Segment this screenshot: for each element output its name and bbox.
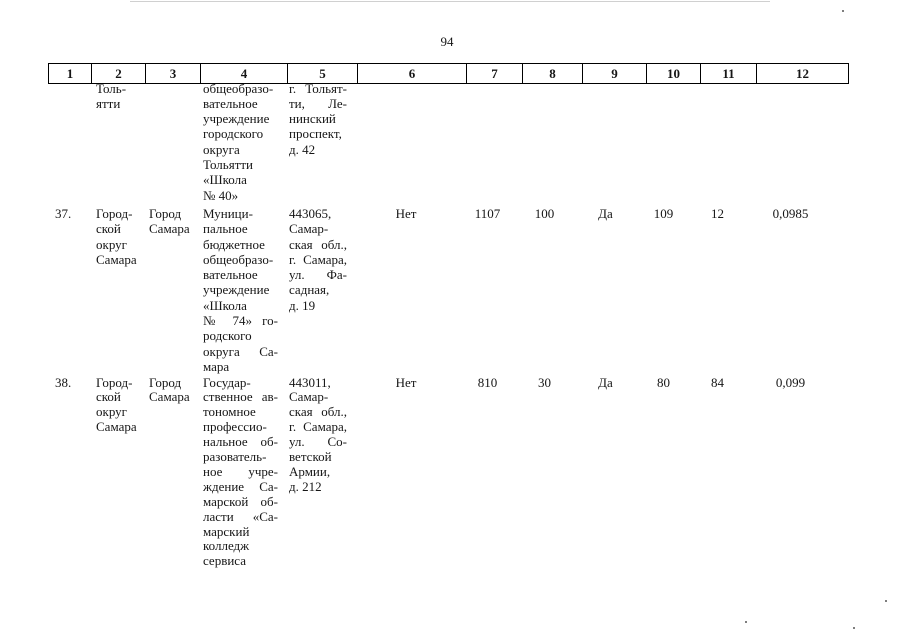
cell-line: округа Са- (203, 343, 278, 359)
cell-line: проспект, (289, 126, 342, 142)
table-cell-col-1 (55, 206, 89, 221)
table-cell-col-2 (96, 81, 142, 112)
table-cell-col-6 (352, 206, 460, 221)
table-cell-col-4 (203, 81, 278, 203)
column-header-10: 10 (647, 64, 701, 84)
table-cell-col-10 (637, 206, 690, 221)
cell-line: 80 (657, 374, 670, 390)
scan-speck (745, 621, 747, 623)
cell-line: 100 (534, 206, 555, 221)
cell-line: д. 42 (289, 141, 316, 157)
cell-line: ти, Ле- (289, 95, 347, 111)
cell-line: общеобразо- (203, 251, 274, 267)
cell-line: № 74» го- (203, 313, 278, 329)
cell-line: родского (203, 328, 252, 344)
cell-line: ное учре- (203, 463, 278, 479)
cell-line: 0,099 (775, 374, 806, 390)
cell-line: мара (203, 358, 230, 374)
cell-line: общеобразо- (203, 80, 274, 96)
cell-line: 109 (653, 206, 674, 221)
table-cell-col-5 (289, 206, 347, 313)
scan-speck (842, 10, 844, 12)
table-cell-col-8 (515, 376, 574, 391)
cell-line: колледж (203, 538, 250, 554)
cell-line: вательное (203, 95, 258, 111)
column-header-11: 11 (701, 64, 757, 84)
table-cell-col-5 (289, 376, 347, 495)
cell-line: марский (203, 523, 250, 539)
cell-line: Самара (96, 419, 137, 435)
cell-line: ской (96, 389, 121, 405)
column-header-2: 2 (92, 64, 146, 84)
cell-line: 443011, (289, 374, 331, 390)
cell-line: Нет (395, 206, 417, 221)
table-cell-col-9 (574, 206, 637, 221)
cell-line: «Школа (203, 172, 247, 188)
cell-line: Армии, (289, 463, 331, 479)
cell-line: разователь- (203, 449, 267, 465)
cell-line: ственное ав- (203, 389, 278, 405)
cell-line: бюджетное (203, 236, 265, 252)
column-header-1: 1 (49, 64, 92, 84)
cell-line: 443065, (289, 206, 332, 221)
cell-line: 12 (711, 206, 724, 221)
table-cell-col-12 (745, 206, 836, 221)
table-cell-col-10 (637, 376, 690, 391)
cell-line: Самара (96, 251, 137, 267)
column-header-3: 3 (146, 64, 201, 84)
header-row (49, 64, 849, 84)
cell-line: 0,0985 (772, 206, 809, 221)
cell-line: округ (96, 236, 127, 252)
cell-line: садная, (289, 282, 330, 298)
cell-line: нинский (289, 111, 336, 127)
cell-line: д. 212 (289, 478, 322, 494)
cell-line: марской об- (203, 493, 278, 509)
cell-line: тономное (203, 404, 256, 420)
cell-line: Самар- (289, 389, 329, 405)
cell-line: городского (203, 126, 264, 142)
cell-line: № 40» (203, 187, 239, 203)
cell-line: Муници- (203, 206, 253, 221)
cell-line: ятти (96, 95, 121, 111)
table-cell-col-5 (289, 81, 347, 157)
cell-line: 30 (538, 374, 551, 390)
cell-line: ская обл., (289, 236, 347, 252)
cell-line: Город- (96, 206, 133, 221)
cell-line: 84 (711, 374, 724, 390)
cell-line: ветской (289, 449, 332, 465)
cell-line: Город (149, 374, 182, 390)
cell-line: г. Самара, (289, 251, 347, 267)
scan-edge-artifact (130, 1, 770, 2)
table-cell-col-6 (352, 376, 460, 391)
cell-line: Самара (149, 389, 190, 405)
cell-line: пальное (203, 221, 248, 237)
cell-line: ул. Фа- (289, 267, 347, 283)
cell-line: г. Самара, (289, 419, 347, 435)
table-cell-col-9 (574, 376, 637, 391)
cell-line: ул. Со- (289, 434, 347, 450)
scan-speck (885, 600, 887, 602)
column-header-6: 6 (358, 64, 467, 84)
cell-line: Государ- (203, 374, 251, 390)
cell-line: 37. (55, 206, 72, 221)
cell-line: ласти «Са- (203, 508, 278, 524)
cell-line: вательное (203, 267, 258, 283)
page-number: 94 (440, 34, 454, 49)
cell-line: округ (96, 404, 127, 420)
cell-line: округа (203, 141, 240, 157)
cell-line: 810 (477, 374, 498, 390)
cell-line: Да (598, 374, 613, 390)
table-cell-col-3 (149, 206, 196, 237)
cell-line: ская обл., (289, 404, 347, 420)
cell-line: ской (96, 221, 121, 237)
cell-line: «Школа (203, 297, 247, 313)
table-cell-col-11 (690, 206, 745, 221)
column-header-5: 5 (288, 64, 358, 84)
table-header (48, 63, 849, 84)
table-cell-col-1 (55, 376, 89, 391)
column-header-9: 9 (583, 64, 647, 84)
table-cell-col-4 (203, 376, 278, 570)
cell-line: Самар- (289, 221, 329, 237)
cell-line: г. Тольят- (289, 80, 347, 96)
cell-line: профессио- (203, 419, 267, 435)
table-cell-col-7 (460, 206, 515, 221)
table-cell-col-12 (745, 376, 836, 391)
table-cell-col-4 (203, 206, 278, 374)
cell-line: Толь- (96, 80, 127, 96)
cell-line: учреждение (203, 282, 270, 298)
table-cell-col-2 (96, 376, 142, 436)
cell-line: Тольятти (203, 156, 254, 172)
column-header-12: 12 (757, 64, 849, 84)
cell-line: 38. (55, 374, 72, 390)
table-cell-col-11 (690, 376, 745, 391)
cell-line: Да (598, 206, 613, 221)
cell-line: Самара (149, 221, 190, 237)
cell-line: нальное об- (203, 434, 278, 450)
cell-line: 1107 (474, 206, 501, 221)
table-cell-col-8 (515, 206, 574, 221)
column-header-4: 4 (201, 64, 288, 84)
table-cell-col-3 (149, 376, 196, 406)
cell-line: Город (149, 206, 182, 221)
cell-line: учреждение (203, 111, 270, 127)
cell-line: Город- (96, 374, 133, 390)
column-header-7: 7 (467, 64, 523, 84)
table-cell-col-7 (460, 376, 515, 391)
column-header-8: 8 (523, 64, 583, 84)
cell-line: д. 19 (289, 297, 316, 313)
cell-line: сервиса (203, 553, 246, 569)
table-cell-col-2 (96, 206, 142, 267)
scan-speck (853, 627, 855, 629)
cell-line: ждение Са- (203, 478, 278, 494)
cell-line: Нет (395, 374, 417, 390)
